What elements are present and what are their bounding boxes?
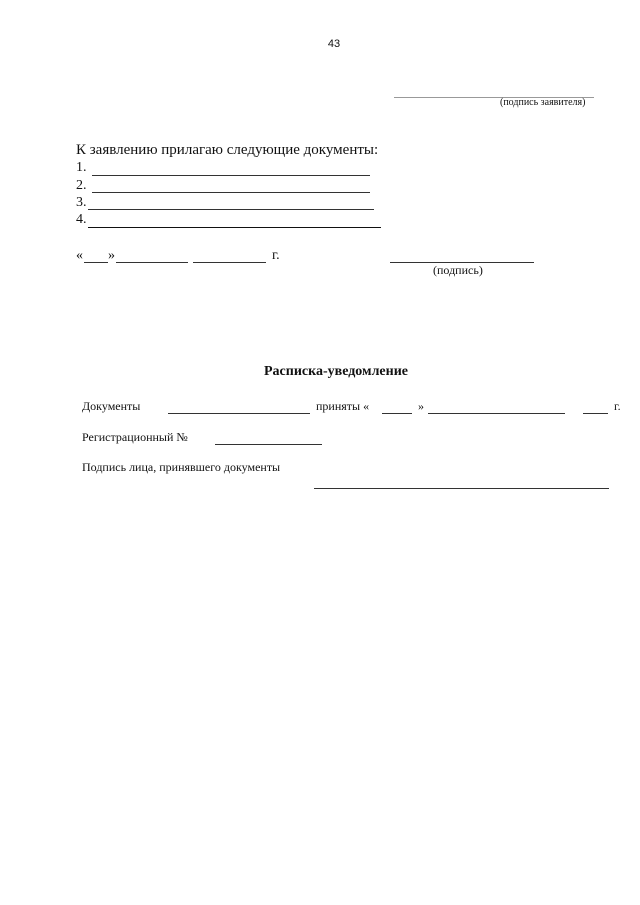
applicant-signature-caption: (подпись заявителя): [500, 97, 586, 108]
attachment-line-4[interactable]: [88, 227, 381, 228]
registration-line[interactable]: [215, 444, 322, 445]
date-year-suffix: г.: [272, 248, 280, 263]
attachment-number-2: 2.: [76, 178, 87, 193]
date-month-line[interactable]: [116, 262, 188, 263]
attachment-line-2[interactable]: [92, 192, 370, 193]
attachment-line-1[interactable]: [92, 175, 370, 176]
registration-label: Регистрационный №: [82, 430, 188, 444]
attachment-number-1: 1.: [76, 160, 87, 175]
date-signature-caption: (подпись): [433, 263, 483, 277]
accepted-close-quote: »: [418, 399, 424, 413]
date-year-line[interactable]: [193, 262, 266, 263]
documents-label: Документы: [82, 399, 141, 413]
attachment-line-3[interactable]: [88, 209, 374, 210]
attachment-number-3: 3.: [76, 195, 87, 210]
accepted-year-line[interactable]: [583, 413, 608, 414]
date-open-quote: «: [76, 248, 83, 263]
page-number: 43: [327, 38, 341, 50]
accepted-label: приняты «: [316, 399, 370, 413]
attachments-heading: К заявлению прилагаю следующие документы:: [76, 142, 379, 158]
documents-line[interactable]: [168, 413, 310, 414]
date-day-line[interactable]: [84, 262, 108, 263]
accepted-day-line[interactable]: [382, 413, 412, 414]
receiver-signature-label: Подпись лица, принявшего документы: [82, 460, 281, 474]
accepted-month-line[interactable]: [428, 413, 565, 414]
receiver-signature-line[interactable]: [314, 488, 609, 489]
receipt-title: Расписка-уведомление: [264, 364, 408, 379]
date-close-quote: »: [108, 248, 115, 263]
accepted-year-suffix: г.: [614, 399, 621, 413]
attachment-number-4: 4.: [76, 212, 87, 227]
